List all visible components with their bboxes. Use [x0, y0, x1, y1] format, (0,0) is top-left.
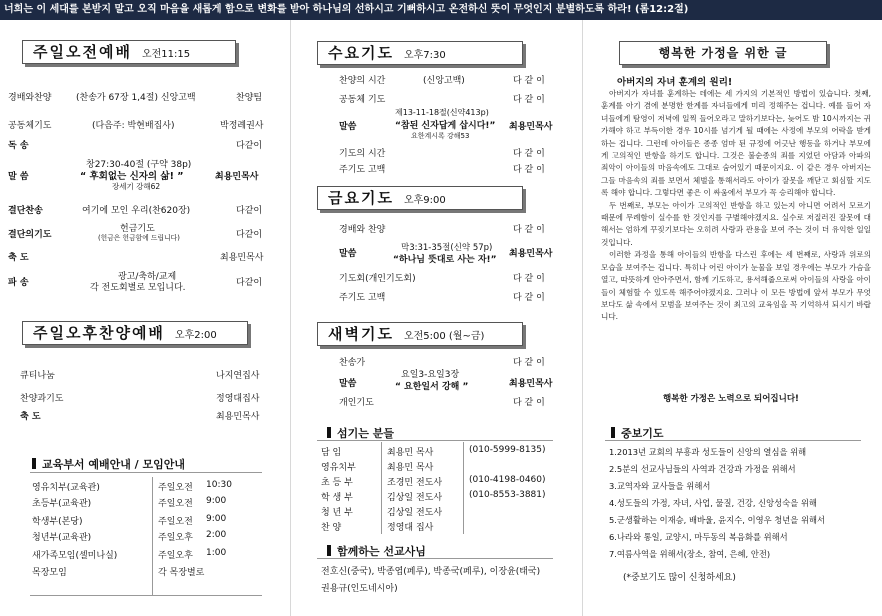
- servant-name: 조경민 전도사: [387, 478, 443, 488]
- order-name: 독 송: [8, 141, 29, 151]
- order-name: 경배와 찬양: [339, 225, 386, 235]
- missionaries-title: 함께하는 선교사님: [327, 543, 426, 559]
- dept-name: 새가족모임(셀미나실): [32, 551, 118, 561]
- intercession-title: 중보기도: [611, 425, 664, 441]
- sunday-am-time: 오전11:15: [141, 49, 191, 60]
- sermon-title: “ 후회없는 신자의 삶! ”: [80, 171, 184, 182]
- servant-name: 김상일 전도사: [387, 508, 443, 518]
- order-name: 결단찬송: [8, 206, 43, 216]
- sunday-pm-title: 주일오후찬양예배: [33, 324, 165, 342]
- friday-time: 오후9:00: [403, 195, 446, 206]
- sunday-am-title: 주일오전예배: [33, 43, 132, 61]
- prayer-item: 6.나라와 통일, 교양시, 마두동의 복음화를 위해서: [609, 532, 788, 542]
- dept-day: 주일오후: [158, 533, 193, 543]
- order-name: 말씀: [339, 122, 357, 132]
- sermon-title: “하나님 뜻대로 사는 자!”: [393, 255, 497, 265]
- dept-name: 청년부(교육관): [32, 533, 92, 543]
- order-name: 기도회(개인기도회): [339, 274, 416, 284]
- dawn-time: 오전5:00 (월~금): [403, 331, 485, 342]
- order-detail: (찬송가 67장 1,4절) 신앙고백: [76, 93, 196, 103]
- sunday-am-header: [22, 40, 236, 64]
- order-name: 큐티나눔: [20, 371, 55, 381]
- article-subtitle: 아버지의 자녀 훈계의 원리!: [617, 77, 733, 88]
- servant-name: 정영대 집사: [387, 523, 434, 533]
- order-leader: 다 같 이: [513, 274, 545, 284]
- order-leader: 최용민목사: [509, 122, 553, 132]
- order-name: 기도의 시간: [339, 149, 386, 159]
- dept-name: 영유치부(교육관): [32, 483, 100, 493]
- order-detail: 여기에 모인 우리(찬620장): [82, 206, 191, 216]
- missionaries-line: 전호신(중국), 박종엽(페루), 박종국(페루), 이장윤(태국): [321, 567, 541, 577]
- order-detail: (다음주: 박현배집사): [92, 121, 175, 131]
- servant-name: 김상일 전도사: [387, 493, 443, 503]
- prayer-item: 3.교역자와 교사들을 위해서: [609, 481, 711, 491]
- education-rule: [30, 472, 262, 473]
- offering-note: (헌금은 헌금함에 드립니다): [98, 234, 180, 242]
- sermon-title: “참된 신자답게 삽시다!”: [395, 121, 496, 131]
- order-leader: 다 같 이: [513, 76, 545, 86]
- fellowship-note: 각 전도회별로 모입니다.: [90, 283, 186, 293]
- dept-name: 학생부(본당): [32, 517, 83, 527]
- order-leader: 다 같 이: [513, 165, 545, 175]
- education-title: 교육부서 예배안내 / 모임안내: [32, 456, 185, 472]
- dept-time: 9:00: [206, 496, 227, 506]
- order-leader: 다같이: [236, 278, 263, 288]
- order-leader: 다같이: [236, 141, 263, 151]
- wednesday-time: 오후7:30: [403, 50, 446, 61]
- prayer-item: 5.군생활하는 이재승, 배바울, 윤지수, 이영우 청년을 위해서: [609, 515, 825, 525]
- order-leader: 찬양팀: [236, 93, 263, 103]
- servant-role: 찬 양: [321, 523, 342, 533]
- article-title: 행복한 가정을 위한 글: [658, 46, 788, 60]
- sermon-series: 장세기 강해62: [112, 182, 161, 191]
- order-name: 말씀: [339, 379, 357, 389]
- servant-role: 청 년 부: [321, 508, 353, 518]
- order-name: 주기도 고백: [339, 293, 386, 303]
- servant-name: 최용민 목사: [387, 463, 434, 473]
- order-name: 찬양의 시간: [339, 76, 386, 86]
- order-leader: 정영대집사: [216, 394, 260, 404]
- dept-name: 초등부(교육관): [32, 499, 92, 509]
- servants-title: 섬기는 분들: [327, 425, 394, 441]
- servants-divider-1: [381, 442, 382, 534]
- article-paragraph: 아버지가 자녀를 훈계하는 데에는 세 가지의 기본적인 방법이 있습니다. 첫째, 훈계를 아기 겸에 분명한 한계를 자녀들에게 미리 정해주는 겁니다. 예를 들어 자녀들에게 탐영이 저녁에 일찍 들어오라고 말하기보다는, 늦어도 밤 10시까지는 귀가해야 하고 부득이한 경우 10시를 넘기게 될 때에는 사정에 부모의 어락을 받게 하는 겁니다. 그런데 아이들은 종종 엄마 된 규정에 어긋난 행동을 하거나 부모에게 고의적인 반항을 하기도 합니다. 그것은 불순종의 죄를 지었던 아담과 아파의 죄악이 아이들의 마음속에도 그대로 숨어있기 때문이지요. 이 같은 경우 아버지는 그들 마음속의 죄를 보면서 체벌을 통해서라도 아이가 잘못을 깨닫고 회심할 지도록 해야 합니다. 그렇다면 좋은 이 싸움에서 부모가 꼭 승리해야 합니다.: [601, 89, 871, 198]
- servant-role: 초 등 부: [321, 478, 353, 488]
- column-middle: [290, 20, 582, 616]
- order-name: 파 송: [8, 278, 29, 288]
- wednesday-title: 수요기도: [328, 44, 394, 62]
- order-name: 축 도: [20, 412, 41, 422]
- dept-name: 목장모임: [32, 568, 67, 578]
- article-closing: 행복한 가정은 노력으로 되어집니다!: [663, 394, 799, 404]
- sunday-pm-time: 오후2:00: [174, 330, 217, 341]
- prayer-item: 2.5분의 선교사님들의 사역과 건강과 가정을 위해서: [609, 464, 796, 474]
- friday-title: 금요기도: [328, 189, 394, 207]
- order-leader: 다 같 이: [513, 225, 545, 235]
- order-name: 공동체 기도: [339, 95, 386, 105]
- dept-day: 각 목장별로: [158, 568, 205, 578]
- friday-header: [317, 186, 523, 210]
- servant-phone: (010-4198-0460): [469, 475, 546, 485]
- sunday-pm-header: [22, 321, 248, 345]
- order-name: 결단의기도: [8, 230, 52, 240]
- sermon-passage: 요일3-요일3장: [401, 370, 460, 380]
- servant-phone: (010-8553-3881): [469, 490, 546, 500]
- order-name: 축 도: [8, 253, 29, 263]
- servant-role: 학 생 부: [321, 493, 353, 503]
- education-divider: [152, 477, 153, 595]
- order-name: 말 씀: [8, 172, 29, 182]
- prayer-item: 1.2013년 교회의 부흥과 성도들이 신앙의 열심을 위해: [609, 447, 807, 457]
- missionaries-line: 권용규(인도네시아): [321, 584, 398, 594]
- order-leader: 다 같 이: [513, 398, 545, 408]
- missionaries-rule: [317, 558, 553, 559]
- article-body: [601, 88, 871, 324]
- order-leader: 다 같 이: [513, 95, 545, 105]
- servant-phone: (010-5999-8135): [469, 445, 546, 455]
- intercession-note: (*중보기도 많이 신청하세요): [623, 573, 736, 583]
- offering-prayer: 헌금기도: [120, 224, 155, 234]
- order-leader: 나지연집사: [216, 371, 260, 381]
- dept-time: 9:00: [206, 514, 227, 524]
- order-name: 경배와찬양: [8, 93, 52, 103]
- announcements: 광고/축하/교제: [118, 272, 177, 282]
- order-name: 찬양과기도: [20, 394, 64, 404]
- order-leader: 최용민목사: [509, 249, 553, 259]
- dept-time: 2:00: [206, 530, 227, 540]
- sermon-series: 요한계시록 강해53: [411, 132, 470, 140]
- order-name: 공동체기도: [8, 121, 52, 131]
- dept-day: 주일오전: [158, 517, 193, 527]
- servants-divider-2: [463, 442, 464, 534]
- dept-day: 주일오전: [158, 499, 193, 509]
- sermon-passage: 창27:30-40절 (구약 38p): [86, 160, 192, 170]
- order-leader: 다 같 이: [513, 293, 545, 303]
- prayer-item: 7.여름사역을 위해서(장소, 참여, 은혜, 안전): [609, 549, 771, 559]
- order-name: 말씀: [339, 249, 357, 259]
- prayer-item: 4.성도들의 가정, 자녀, 사업, 물질, 건강, 신앙성숙을 위해: [609, 498, 817, 508]
- order-detail: (신앙고백): [423, 76, 465, 86]
- sermon-passage: 제13-11-18절(신약413p): [395, 108, 489, 117]
- order-leader: 최용민목사: [216, 412, 260, 422]
- order-leader: 최용민목사: [220, 253, 264, 263]
- dept-day: 주일오전: [158, 483, 193, 493]
- order-name: 찬송가: [339, 358, 366, 368]
- column-left: [0, 20, 290, 616]
- article-paragraph: 이러한 과정을 통해 아이들의 반항을 다스린 후에는 세 번째로, 사랑과 위로의 모습을 보여주는 겁니다. 특히나 어린 아이가 눈물을 보일 경우에는 부모가 가슴을 열고, 따뜻하게 안아주면서, 함께 기도하고, 용서해줍으로써 아이들의 사랑을 아이들이 체험할 수 있도록 해주어야겠지요. 그러나 이 모든 방법에 앞서 부모가 무엇보다도 삶 속에서 모범을 보여주는 것이 최고의 교육임을 꼭 기억하셔 되시기 바랍니다.: [601, 250, 871, 322]
- article-header: [619, 41, 827, 65]
- order-leader: 다같이: [236, 230, 263, 240]
- sermon-title: “ 요한일서 강해 ”: [395, 382, 469, 392]
- sermon-passage: 막3:31-35절(신약 57p): [401, 243, 493, 253]
- dept-day: 주일오후: [158, 551, 193, 561]
- education-rule-bottom: [30, 595, 262, 596]
- dept-time: 1:00: [206, 548, 227, 558]
- servant-role: 영유치부: [321, 463, 356, 473]
- servant-role: 담 임: [321, 448, 342, 458]
- servants-rule: [317, 440, 553, 441]
- order-leader: 다같이: [236, 206, 263, 216]
- column-right: [582, 20, 882, 616]
- servant-name: 최용민 목사: [387, 448, 434, 458]
- order-leader: 최용민목사: [215, 172, 259, 182]
- dawn-title: 새벽기도: [328, 325, 394, 343]
- order-leader: 박정례권사: [220, 121, 264, 131]
- wednesday-header: [317, 41, 523, 65]
- order-leader: 다 같 이: [513, 358, 545, 368]
- order-name: 개인기도: [339, 398, 374, 408]
- article-paragraph: 두 번째로, 부모는 아이가 고의적인 반항을 하고 있는지 아니면 어려서 모르기 때문에 무례함이 실수를 한 것인지를 구별해야겠지요. 실수로 저질러진 잘못에 대해서는 엄하게 꾸짖기보다는 오히려 사랑과 관용을 보여 주는 것이 더 유익한 일일 것입니다.: [601, 200, 871, 247]
- order-name: 주기도 고백: [339, 165, 386, 175]
- intercession-rule: [605, 440, 861, 441]
- dawn-header: [317, 322, 523, 346]
- order-leader: 최용민목사: [509, 379, 553, 389]
- order-leader: 다 같 이: [513, 149, 545, 159]
- scripture-banner: 너희는 이 세대를 본받지 말고 오직 마음을 새롭게 함으로 변화를 받아 하나님의 선하시고 기뻐하시고 온전하신 뜻이 무엇인지 분별하도록 하라! (롬12:2절): [0, 0, 882, 20]
- dept-time: 10:30: [206, 480, 232, 490]
